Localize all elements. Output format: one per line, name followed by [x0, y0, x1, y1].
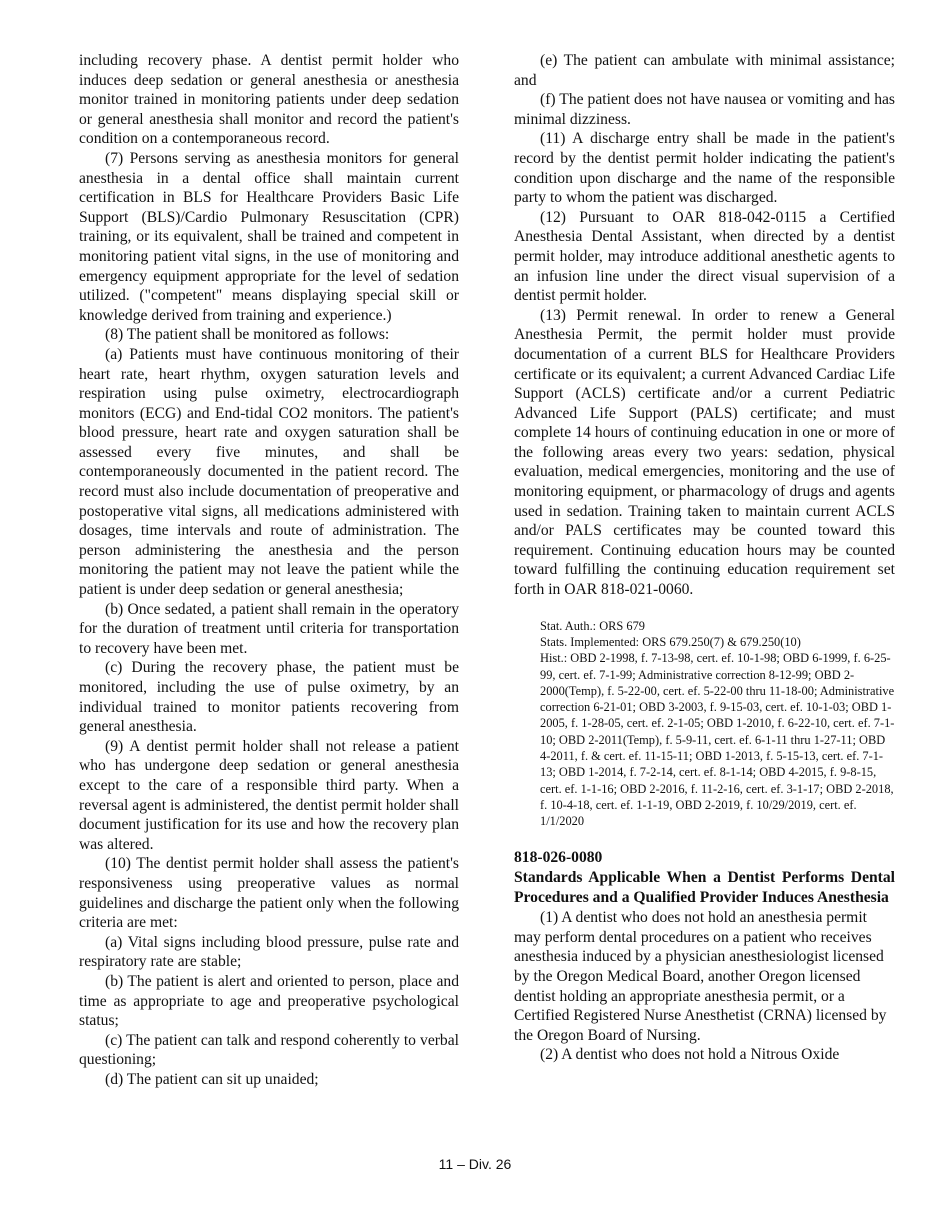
stat-auth: Stat. Auth.: ORS 679: [540, 618, 645, 633]
paragraph-8a-continuous-monitoring: (a) Patients must have continuous monitoring of their heart rate, heart rhythm, oxygen saturation levels and respiration using pulse oximetry, electrocardiograph monitors (ECG) and End-tidal CO2 monitors. The patient's blood pressure, heart rate and oxygen saturation shall be assessed every five minutes, and shall be contemporaneously documented in the patient record. The record must also include documentation of preoperative and postoperative vital signs, all medications administered with dosages, time intervals and route of administration. The person administering the anesthesia and the person monitoring the patient may not leave the patient while the patient is under deep sedation or general anesthesia;: [79, 345, 459, 599]
paragraph-recovery-phase: including recovery phase. A dentist permit holder who induces deep sedation or general anesthesia or anesthesia monitor trained in monitoring patients under deep sedation or general anesthesia shall monitor and record the patient's condition on a contemporaneous record.: [79, 52, 459, 148]
paragraph-7-anesthesia-monitors: (7) Persons serving as anesthesia monitors for general anesthesia in a dental office shall maintain current certification in BLS for Healthcare Providers Basic Life Support (BLS)/Cardio Pulmonary Resuscitation (CPR) training, or its equivalent, shall be trained and competent in monitoring patient vital signs, in the use of monitoring and emergency equipment appropriate for the level of sedation utilized. ("competent" means displaying special skill or knowledge derived from training and experience.): [79, 149, 459, 324]
paragraph-8b-once-sedated: (b) Once sedated, a patient shall remain in the operatory for the duration of treatment until criteria for transportation to recovery have been met.: [79, 600, 459, 657]
paragraph-12-certified-assistant: (12) Pursuant to OAR 818-042-0115 a Certified Anesthesia Dental Assistant, when directed by a dentist permit holder, may introduce additional anesthetic agents to an infusion line under the direct visual supervision of a dentist permit holder.: [514, 208, 895, 305]
paragraph-10c-talk-respond: (c) The patient can talk and respond coherently to verbal questioning;: [79, 1031, 459, 1069]
paragraph-10f-nausea: (f) The patient does not have nausea or vomiting and has minimal dizziness.: [514, 91, 895, 128]
section-number: 818-026-0080: [514, 849, 603, 867]
paragraph-10-discharge-criteria: (10) The dentist permit holder shall assess the patient's responsiveness using preoperative values as normal guidelines and discharge the patient only when the following criteria are met:: [79, 855, 459, 932]
paragraph-8-monitoring: (8) The patient shall be monitored as follows:: [105, 326, 390, 344]
history: Hist.: OBD 2-1998, f. 7-13-98, cert. ef. 10-1-98; OBD 6-1999, f. 6-25-99, cert. ef. 7-1-99; Administrative correction 8-12-99; OBD 2-2000(Temp), f. 5-22-00, cert. ef. 5-22-00 thru 11-18-00; Administrative correction 6-21-01; OBD 3-2003, f. 9-15-03, cert. ef. 10-1-03; OBD 1-2005, f. 1-28-05, cert. ef. 2-1-05; OBD 1-2010, f. 6-22-10, cert. ef. 7-1-10; OBD 2-2011(Temp), f. 5-9-11, cert. ef. 6-1-11 thru 1-27-11; OBD 4-2011, f. & cert. ef. 11-15-11; OBD 1-2013, f. 5-15-13, cert. ef. 7-1-13; OBD 1-2014, f. 7-2-14, cert. ef. 8-1-14; OBD 4-2015, f. 9-8-15, cert. ef. 1-1-16; OBD 2-2016, f. 11-2-16, cert. ef. 3-1-17; OBD 2-2018, f. 10-4-18, cert. ef. 1-1-19, OBD 2-2019, f. 10/29/2019, cert. ef. 1/1/2020: [540, 651, 895, 829]
section-title: Standards Applicable When a Dentist Performs Dental Procedures and a Qualified Provider Induces Anesthesia: [514, 869, 895, 906]
left-column: [79, 51, 459, 1089]
stats-implemented: Stats. Implemented: ORS 679.250(7) & 679.250(10): [540, 634, 801, 649]
paragraph-9-release-patient: (9) A dentist permit holder shall not release a patient who has undergone deep sedation or general anesthesia except to the care of a responsible third party. When a reversal agent is administered, the dentist permit holder shall document justification for its use and how the recovery plan was altered.: [79, 737, 459, 853]
paragraph-8c-recovery-phase: (c) During the recovery phase, the patient must be monitored, including the use of pulse oximetry, by an individual trained to monitor patients recovering from general anesthesia.: [79, 659, 459, 736]
paragraph-10a-vital-signs: (a) Vital signs including blood pressure, pulse rate and respiratory rate are stable;: [79, 933, 459, 971]
paragraph-1-qualified-provider: (1) A dentist who does not hold an anesthesia permit may perform dental procedures on a patient who receives anesthesia induced by a physician anesthesiologist licensed by the Oregon Medical Board, another Oregon licensed dentist holding an appropriate anesthesia permit, or a Certified Registered Nurse Anesthetist (CRNA) licensed by the Oregon Board of Nursing.: [514, 909, 887, 1044]
right-column: [514, 51, 895, 1065]
paragraph-10e-ambulate: (e) The patient can ambulate with minimal assistance; and: [514, 52, 895, 89]
paragraph-11-discharge-entry: (11) A discharge entry shall be made in the patient's record by the dentist permit holder indicating the patient's condition upon discharge and the name of the responsible party to whom the patient was discharged.: [514, 130, 895, 207]
paragraph-2-nitrous-oxide: (2) A dentist who does not hold a Nitrous Oxide: [540, 1046, 840, 1064]
paragraph-10b-alert-oriented: (b) The patient is alert and oriented to person, place and time as appropriate to age and preoperative psychological status;: [79, 972, 459, 1030]
paragraph-10d-sit-up: (d) The patient can sit up unaided;: [105, 1070, 319, 1088]
page-footer: 11 – Div. 26: [438, 1156, 512, 1172]
paragraph-13-permit-renewal: (13) Permit renewal. In order to renew a General Anesthesia Permit, the permit holder must provide documentation of a current BLS for Healthcare Providers certificate or its equivalent; a current Advanced Cardiac Life Support (ACLS) certificate and/or a current Pediatric Advanced Life Support (PALS) certificate; and must complete 14 hours of continuing education in one or more of the following areas every two years: sedation, physical evaluation, medical emergencies, monitoring and the use of monitoring equipment, or pharmacology of drugs and agents used in sedation. Training taken to maintain current ACLS and/or PALS certificates may be counted toward this requirement. Continuing education hours may be counted toward fulfilling the continuing education requirement set forth in OAR 818-021-0060.: [514, 306, 895, 599]
statutory-history-block: [540, 618, 895, 830]
